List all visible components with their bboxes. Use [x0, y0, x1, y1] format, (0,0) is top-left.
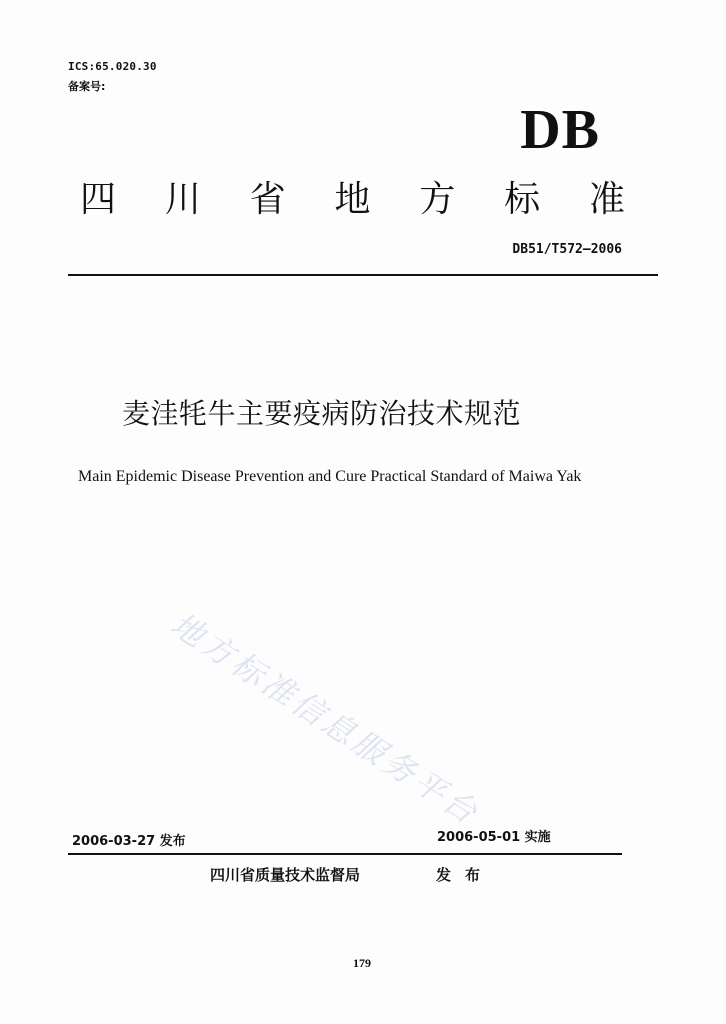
db-mark: DB [520, 99, 600, 161]
publisher: 四川省质量技术监督局 [210, 866, 361, 884]
standard-type-char: 川 [164, 179, 201, 220]
implementation-date: 2006-05-01 实施 [437, 830, 551, 845]
standard-type-char: 准 [588, 179, 625, 220]
standard-type-char: 方 [419, 179, 456, 220]
standard-type-char: 标 [504, 179, 541, 220]
standard-type-title [80, 179, 625, 220]
publish-label: 发布 [436, 866, 495, 884]
standard-type-char: 地 [334, 179, 371, 220]
ics-code: ICS:65.020.30 [68, 60, 157, 73]
issue-date: 2006-03-27 发布 [72, 834, 186, 849]
standard-type-char: 省 [249, 179, 286, 220]
english-title: Main Epidemic Disease Prevention and Cure Practical Standard of Maiwa Yak [78, 468, 582, 485]
top-divider [68, 274, 658, 276]
bottom-divider [68, 853, 622, 855]
record-number-label: 备案号: [68, 80, 106, 93]
chinese-title: 麦洼牦牛主要疫病防治技术规范 [122, 397, 522, 430]
page-number: 179 [353, 956, 371, 970]
standard-number: DB51/T572—2006 [512, 242, 622, 257]
watermark: 地方标准信息服务平台 [164, 605, 487, 833]
standard-type-char: 四 [80, 179, 117, 220]
